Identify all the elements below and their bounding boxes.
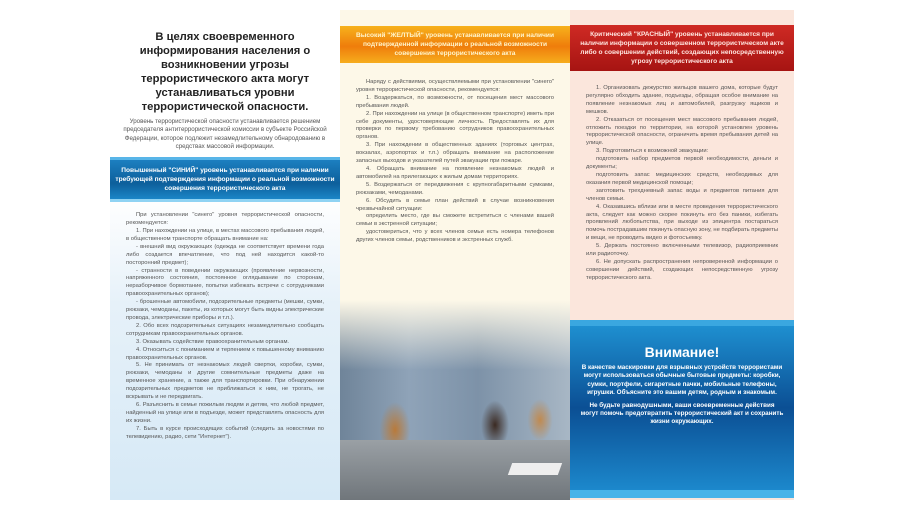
paragraph: 3. Подготовиться к возможной эвакуации:	[596, 148, 709, 155]
paragraph: 2. При нахождении на улице (в общественном транспорте) иметь при себе документы, удостоверяющие личность. Предоставлять их для проверки по первому требованию сотрудников правоохранительных органов.	[356, 110, 554, 141]
blue-level-heading: Повышенный "СИНИЙ" уровень устанавливается при наличии требующей подтверждения информации о реальной возможности совершения террористического акта	[110, 157, 340, 202]
paragraph: 2. Обо всех подозрительных ситуациях незамедлительно сообщать сотрудникам правоохранительных органов.	[126, 322, 324, 337]
paragraph: 5. Воздержаться от передвижения с крупногабаритными сумками, рюкзаками, чемоданами.	[356, 181, 554, 196]
attention-text-2: Не будьте равнодушными, ваши своевременные действия могут помочь предотвратить террористический акт и сохранить жизни окружающих.	[580, 401, 784, 426]
blue-level-recommendations	[110, 212, 340, 441]
paragraph: 1. Организовать дежурство жильцов вашего дома, которые будут регулярно обходить здание, подъезды, обращая особое внимание на появление незнакомых лиц и автомобилей, разгрузку ящиков и мешков.	[586, 85, 778, 115]
blue-level-panel	[110, 10, 340, 500]
road	[340, 440, 570, 500]
paragraph: подготовить набор предметов первой необходимости, деньги и документы;	[586, 156, 778, 171]
paragraph: 1. Воздержаться, по возможности, от посещения мест массового пребывания людей.	[356, 94, 554, 109]
attention-box	[570, 320, 794, 498]
attention-text-1: В качестве маскировки для взрывных устройств террористами могут использоваться обычные бытовые предметы: коробки, сумки, портфели, сигаретные пачки, мобильные телефоны, игрушки. Объясните это вашим детям, родным и знакомым.	[581, 364, 783, 397]
paragraph: При установлении "синего" уровня террористической опасности, рекомендуется:	[126, 212, 324, 227]
red-level-heading: Критический "КРАСНЫЙ" уровень устанавливается при наличии информации о совершенном террористическом акте либо о совершении действий, создающих непосредственную угрозу террористического акта	[570, 25, 794, 71]
paragraph: 3. При нахождении в общественных зданиях (торговых центрах, вокзалах, аэропортах и т.п.) обращать внимание на расположение запасных выходов и указателей путей эвакуации при пожаре.	[356, 142, 554, 165]
attention-title: Внимание!	[644, 344, 720, 360]
yellow-level-panel	[340, 10, 570, 500]
yellow-level-heading: Высокий "ЖЕЛТЫЙ" уровень устанавливается при наличии подтвержденной информации о реальной возможности совершения террористического акта	[340, 26, 570, 63]
red-level-panel	[570, 10, 800, 500]
paragraph: удостовериться, что у всех членов семьи есть номера телефонов других членов семьи, родственников и экстренных служб.	[356, 229, 554, 244]
paragraph: - странности в поведении окружающих (проявление нервозности, напряженного состояния, постоянное оглядывание по сторонам, неразборчивое бормотание, попытки избежать встречи с сотрудниками правоохранительных органов);	[126, 267, 324, 298]
yellow-level-recommendations	[340, 79, 570, 245]
paragraph: 5. Не принимать от незнакомых людей свертки, коробки, сумки, рюкзаки, чемоданы и другие сомнительные предметы даже на временное хранение, а также для транспортировки. При обнаружении подозрительных предметов не приближаться к ним, не трогать, не вскрывать и не передвигать.	[126, 362, 324, 401]
paragraph: - брошенные автомобили, подозрительные предметы (мешки, сумки, рюкзаки, чемоданы, пакеты, из которых могут быть видны электрические провода, электрические приборы и т.п.).	[126, 299, 324, 321]
red-level-recommendations	[570, 85, 794, 283]
paragraph: 6. Не допускать распространения непроверенной информации о совершении действий, создающих непосредственную угрозу террористического акта.	[586, 258, 778, 281]
leaflet-title: В целях своевременного информирования населения о возникновении угрозы террористического акта могут устанавливаться уровни террористической опасности.	[139, 31, 311, 113]
paragraph: 4. Обращать внимание на появление незнакомых людей и автомобилей на прилегающих к жилым домам территориях.	[356, 165, 554, 180]
intro-text: Уровень террористической опасности устанавливается решением председателя антитеррористической комиссии в субъекте Российской Федерации, которое подлежит незамедлительному обнародованию в средствах массовой информации.	[123, 118, 327, 150]
paragraph: определить место, где вы сможете встретиться с членами вашей семьи в экстренной ситуации;	[356, 213, 554, 228]
paragraph: 6. Обсудить в семье план действий в случае возникновения чрезвычайной ситуации:	[356, 197, 554, 212]
road-marking	[508, 463, 562, 475]
paragraph: 1. При нахождении на улице, в местах массового пребывания людей, в общественном транспорте обращать внимание на:	[126, 228, 324, 242]
paragraph: 4. Относиться с пониманием и терпением к повышенному вниманию правоохранительных органов.	[126, 346, 324, 361]
paragraph: подготовить запас медицинских средств, необходимых для оказания первой медицинской помощи;	[586, 171, 778, 186]
paragraph: заготовить трехдневный запас воды и предметов питания для членов семьи.	[586, 187, 778, 202]
paragraph: 5. Держать постоянно включенными телевизор, радиоприемник или радиоточку.	[586, 243, 778, 258]
paragraph: 7. Быть в курсе происходящих событий (следить за новостями по телевидению, радио, сети "Интернет").	[126, 425, 324, 440]
police-dogs-photo	[340, 300, 570, 500]
paragraph: Наряду с действиями, осуществляемыми при установлении "синего" уровня террористической опасности, рекомендуется:	[356, 79, 554, 93]
paragraph: 4. Оказавшись вблизи или в месте проведения террористического акта, следует как можно скорее покинуть его без паники, избегать проявлений любопытства, при выходе из эпицентра постараться помочь пострадавшим покинуть опасную зону, не подбирать предметы и вещи, не проводить видео и фотосъемку.	[586, 203, 778, 242]
paragraph: - внешний вид окружающих (одежда не соответствует времени года либо создается впечатление, что под ней находится какой-то посторонний предмет);	[126, 243, 324, 266]
paragraph: 3. Оказывать содействие правоохранительным органам.	[136, 338, 290, 345]
paragraph: 6. Разъяснить в семье пожилым людям и детям, что любой предмет, найденный на улице или в подъезде, может представлять опасность для их жизни.	[126, 401, 324, 424]
paragraph: 2. Отказаться от посещения мест массового пребывания людей, отложить поездки по территории, на которой установлен уровень террористической опасности, ограничить время пребывания детей на улице.	[586, 116, 778, 147]
